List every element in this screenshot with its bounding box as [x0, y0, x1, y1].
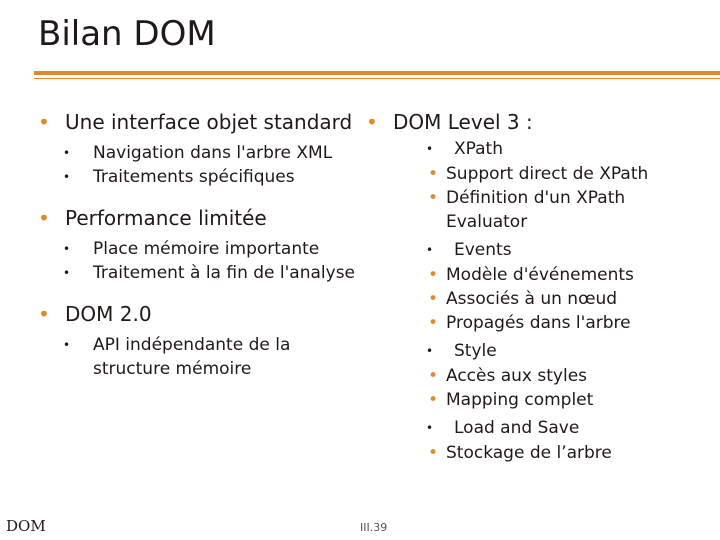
bullet-label: DOM Level 3 : — [393, 110, 533, 134]
sub-bullet — [59, 261, 358, 285]
detail-bullet — [428, 388, 706, 412]
sub-bullet-label: Traitement à la fin de l'analyse — [93, 263, 356, 283]
sub-bullet — [59, 165, 358, 189]
sub-bullet-dot: • — [426, 142, 434, 156]
sub-bullet — [59, 333, 358, 381]
detail-bullet-dot: • — [428, 289, 439, 309]
bullet-label: Performance limitée — [65, 206, 267, 230]
sub-bullet-label: Navigation dans l'arbre XML — [93, 143, 333, 163]
detail-bullet-label: Associés à un nœud — [446, 289, 618, 309]
sub-bullet-style — [393, 339, 706, 412]
sub-bullet-dot: • — [63, 146, 71, 160]
detail-bullet-label: Modèle d'événements — [446, 265, 634, 285]
detail-bullet-dot: • — [428, 443, 439, 463]
bullet-interface — [38, 109, 358, 189]
detail-bullet-dot: • — [428, 188, 439, 208]
left-column — [38, 109, 358, 381]
footer-label: DOM — [6, 517, 46, 535]
detail-bullet-dot: • — [428, 366, 439, 386]
sub-bullet-label: Load and Save — [454, 418, 580, 438]
title-rule-thin — [34, 78, 720, 79]
sub-bullet-dot: • — [63, 242, 71, 256]
sub-bullet-dot: • — [63, 170, 71, 184]
detail-bullet-label: Support direct de XPath — [446, 164, 649, 184]
sub-bullet-dot: • — [426, 344, 434, 358]
sub-bullet-label: Place mémoire importante — [93, 239, 320, 259]
detail-bullet-dot: • — [428, 164, 439, 184]
detail-bullet — [428, 311, 706, 335]
sub-bullet-load-save — [393, 416, 706, 465]
sub-bullet — [59, 141, 358, 165]
sub-bullet-label: Style — [454, 341, 497, 361]
detail-bullet — [428, 162, 706, 186]
bullet-dot: • — [38, 110, 50, 134]
slide-title: Bilan DOM — [38, 14, 216, 54]
detail-bullet — [428, 263, 706, 287]
bullet-dom-level3 — [366, 109, 706, 465]
sub-bullet-label: XPath — [454, 139, 503, 159]
page-number: III.39 — [360, 521, 388, 534]
bullet-dot: • — [38, 302, 50, 326]
detail-bullet-dot: • — [428, 265, 439, 285]
detail-bullet-label: Propagés dans l'arbre — [446, 313, 631, 333]
bullet-dom2 — [38, 301, 358, 381]
sub-bullet-label: API indépendante de la structure mémoire — [93, 335, 291, 379]
bullet-label: DOM 2.0 — [65, 302, 152, 326]
sub-bullet-dot: • — [426, 243, 434, 257]
detail-bullet — [428, 287, 706, 311]
sub-bullet — [59, 237, 358, 261]
right-column — [366, 109, 706, 465]
sub-bullet-events — [393, 238, 706, 335]
detail-bullet — [428, 441, 706, 465]
sub-bullet-dot: • — [63, 266, 71, 280]
sub-bullet-label: Traitements spécifiques — [93, 167, 295, 187]
detail-bullet-dot: • — [428, 390, 439, 410]
sub-bullet-dot: • — [63, 338, 71, 352]
detail-bullet-dot: • — [428, 313, 439, 333]
title-rule-thick — [34, 71, 720, 75]
sub-bullet-dot: • — [426, 421, 434, 435]
detail-bullet-label: Accès aux styles — [446, 366, 588, 386]
bullet-dot: • — [38, 206, 50, 230]
sub-bullet-label: Events — [454, 240, 512, 260]
sub-bullet-xpath — [393, 137, 706, 234]
detail-bullet — [428, 364, 706, 388]
detail-bullet-label: Mapping complet — [446, 390, 594, 410]
detail-bullet — [428, 186, 706, 234]
detail-bullet-label: Stockage de l’arbre — [446, 443, 612, 463]
detail-bullet-label: Définition d'un XPath Evaluator — [446, 188, 626, 232]
bullet-performance — [38, 205, 358, 285]
bullet-dot: • — [366, 110, 378, 134]
bullet-label: Une interface objet standard — [65, 110, 353, 134]
